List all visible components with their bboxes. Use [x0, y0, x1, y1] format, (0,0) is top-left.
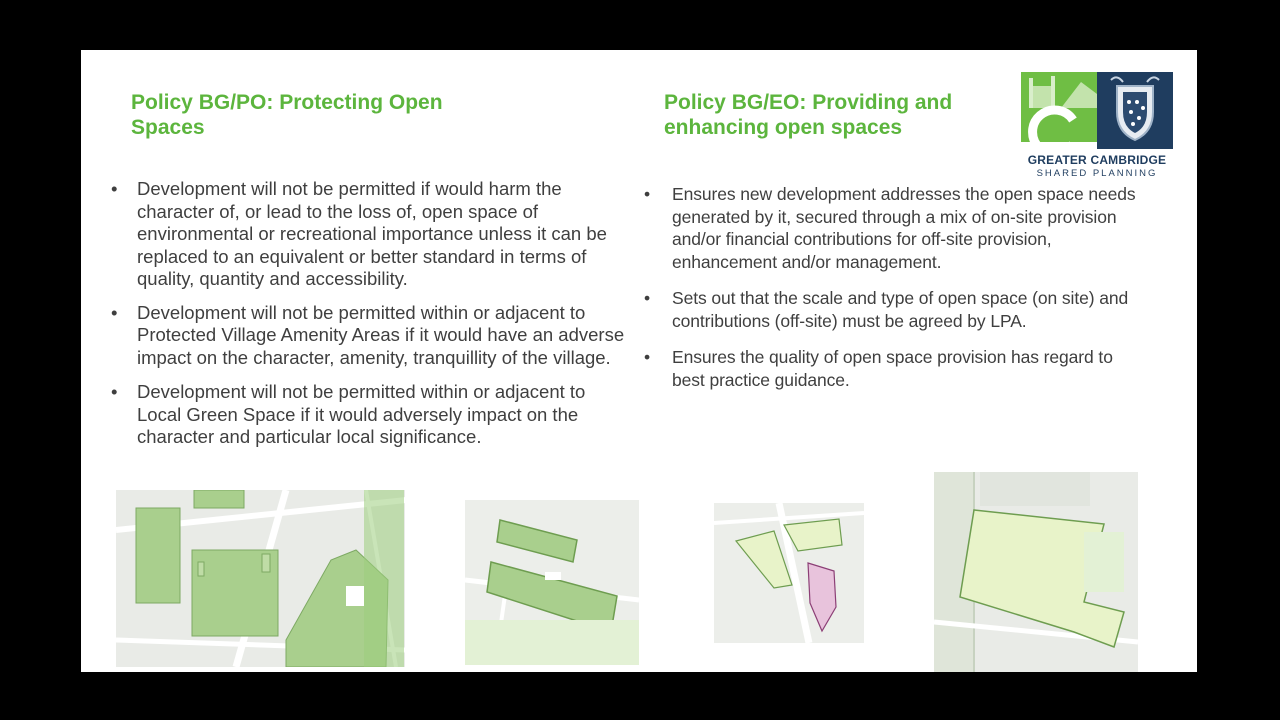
map-open-space-site [934, 472, 1138, 672]
right-bullet-1: • Ensures new development addresses the open space needs generated by it, secured through a mix of on-site provision and/or financial contributions for off-site provision, enhancement and/or management. [644, 183, 1144, 273]
left-bullet-2: • Development will not be permitted within or adjacent to Protected Village Amenity Areas if it would have an adverse impact on the character, amenity, tranquillity of the village. [111, 302, 631, 370]
right-policy-heading: Policy BG/EO: Providing and enhancing open spaces [664, 91, 953, 139]
map-local-green-space [714, 503, 864, 643]
left-bullet-1: • Development will not be permitted if would harm the character of, or lead to the loss of, open space of environmental or recreational importance unless it can be replaced to an equivalent or better standard in terms of quality, quantity and accessibility. [111, 178, 631, 291]
map-protected-open-spaces [116, 490, 405, 667]
slide [81, 50, 1197, 672]
right-bullet-list [644, 183, 1144, 405]
college-chapel-icon [1021, 72, 1097, 149]
left-policy-heading: Policy BG/PO: Protecting Open Spaces [131, 91, 443, 139]
greater-cambridge-logo [1020, 72, 1174, 182]
left-bullet-list [111, 178, 631, 460]
map-village-amenity-areas [465, 500, 639, 665]
right-bullet-2: • Sets out that the scale and type of open space (on site) and contributions (off-site) must be agreed by LPA. [644, 287, 1144, 332]
logo-text-primary: GREATER CAMBRIDGE [1027, 153, 1167, 167]
coat-of-arms-icon [1097, 72, 1173, 149]
left-bullet-3: • Development will not be permitted within or adjacent to Local Green Space if it would adversely impact on the character and particular local significance. [111, 381, 631, 449]
logo-text-secondary: SHARED PLANNING [1036, 168, 1158, 179]
right-bullet-3: • Ensures the quality of open space provision has regard to best practice guidance. [644, 346, 1144, 391]
